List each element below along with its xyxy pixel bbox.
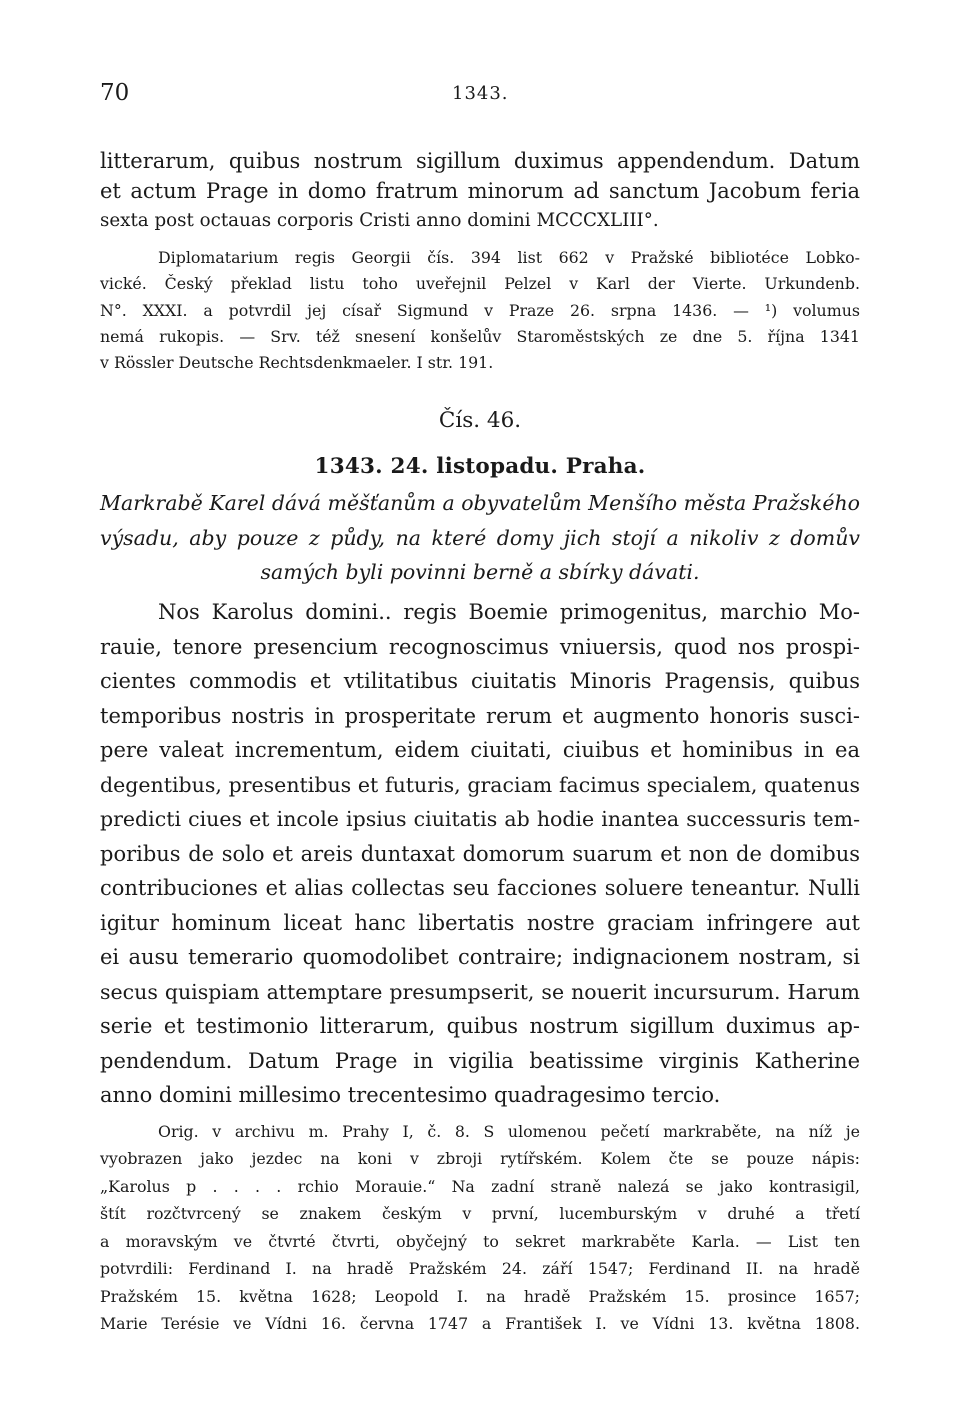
page-header (100, 80, 860, 110)
document-text-line: Nos Karolus domini.. regis Boemie primogenitus, marchio Mo- (158, 600, 860, 624)
page-number: 70 (100, 80, 130, 106)
running-head-year: 1343. (452, 83, 509, 104)
document-text-line: anno domini millesimo trecentesimo quadragesimo tercio. (100, 1083, 721, 1107)
document-text-line: serie et testimonio litterarum, quibus nostrum sigillum duximus ap- (100, 1014, 860, 1038)
archival-note-line: potvrdili: Ferdinand I. na hradě Pražském 24. září 1547; Ferdinand II. na hradě (100, 1259, 860, 1278)
document-number: Čís. 46. (438, 408, 522, 433)
archival-note-line: „Karolus p . . . . rchio Morauie.“ Na zadní straně nalezá se jako kontrasigil, (100, 1177, 860, 1196)
document-text-line: degentibus, presentibus et futuris, graciam facimus specialem, quatenus (100, 773, 860, 797)
document-text-line: cientes commodis et vtilitatibus ciuitatis Minoris Pragensis, quibus (100, 669, 860, 693)
document-text-line: ei ausu temerario quomodolibet contraire; indignacionem nostram, si (100, 945, 860, 969)
document-text-line: contribuciones et alias collectas seu facciones soluere teneantur. Nulli (100, 876, 860, 900)
intro-line: litterarum, quibus nostrum sigillum duximus appendendum. Datum (100, 149, 860, 173)
archival-note-line: Pražském 15. května 1628; Leopold I. na hradě Pražském 15. prosince 1657; (100, 1287, 860, 1306)
document-text-line: pendendum. Datum Prage in vigilia beatissime virginis Katherine (100, 1049, 860, 1073)
document-text-line: rauie, tenore presencium recognoscimus vniuersis, quod nos prospi- (100, 635, 860, 659)
archival-note-line: Marie Terésie ve Vídni 16. června 1747 a František I. ve Vídni 13. května 1808. (100, 1314, 860, 1333)
source-note-line: Diplomatarium regis Georgii čís. 394 list 662 v Pražské bibliotéce Lobko- (158, 248, 860, 267)
document-summary-line: samých byli povinni berně a sbírky dávati. (260, 560, 700, 584)
document-text-line: pere valeat incrementum, eidem ciuitati, ciuibus et hominibus in ea (100, 738, 860, 762)
source-note-line: v Rössler Deutsche Rechtsdenkmaeler. I str. 191. (100, 353, 494, 372)
document-text-line: poribus de solo et areis duntaxat domorum suarum et non de domibus (100, 842, 860, 866)
archival-note-line: a moravským ve čtvrté čtvrti, obyčejný to sekret markraběte Karla. — List ten (100, 1232, 860, 1251)
source-note-line: nemá rukopis. — Srv. též snesení konšelův Staroměstských ze dne 5. října 1341 (100, 327, 860, 346)
source-note-line: N°. XXXI. a potvrdil jej císař Sigmund v Praze 26. srpna 1436. — ¹) volumus (100, 301, 860, 320)
archival-note-line: štít rozčtvrcený se znakem českým v první, lucemburským v druhé a třetí (100, 1204, 860, 1223)
archival-note-line: vyobrazen jako jezdec na koni v zbroji rytířském. Kolem čte se pouze nápis: (100, 1149, 860, 1168)
archival-note-line: Orig. v archivu m. Prahy I, č. 8. S ulomenou pečetí markraběte, na níž je (158, 1122, 860, 1141)
document-text-line: igitur hominum liceat hanc libertatis nostre graciam infringere aut (100, 911, 860, 935)
document-text-line: temporibus nostris in prosperitate rerum et augmento honoris susci- (100, 704, 860, 728)
source-note-line: vické. Český překlad listu toho uveřejnil Pelzel v Karl der Vierte. Urkundenb. (100, 274, 860, 293)
document-summary-line: Markrabě Karel dává měšťanům a obyvatelům Menšího města Pražského (100, 491, 860, 515)
intro-line: et actum Prage in domo fratrum minorum ad sanctum Jacobum feria (100, 179, 860, 203)
document-text-line: secus quispiam attemptare presumpserit, se nouerit incursurum. Harum (100, 980, 860, 1004)
document-summary-line: výsadu, aby pouze z půdy, na které domy jich stojí a nikoliv z domův (100, 526, 860, 550)
document-date-place: 1343. 24. listopadu. Praha. (314, 454, 646, 479)
intro-line: sexta post octauas corporis Cristi anno domini MCCCXLIII°. (100, 210, 659, 231)
document-text-line: predicti ciues et incole ipsius ciuitatis ab hodie inantea successuris tem- (100, 807, 860, 831)
